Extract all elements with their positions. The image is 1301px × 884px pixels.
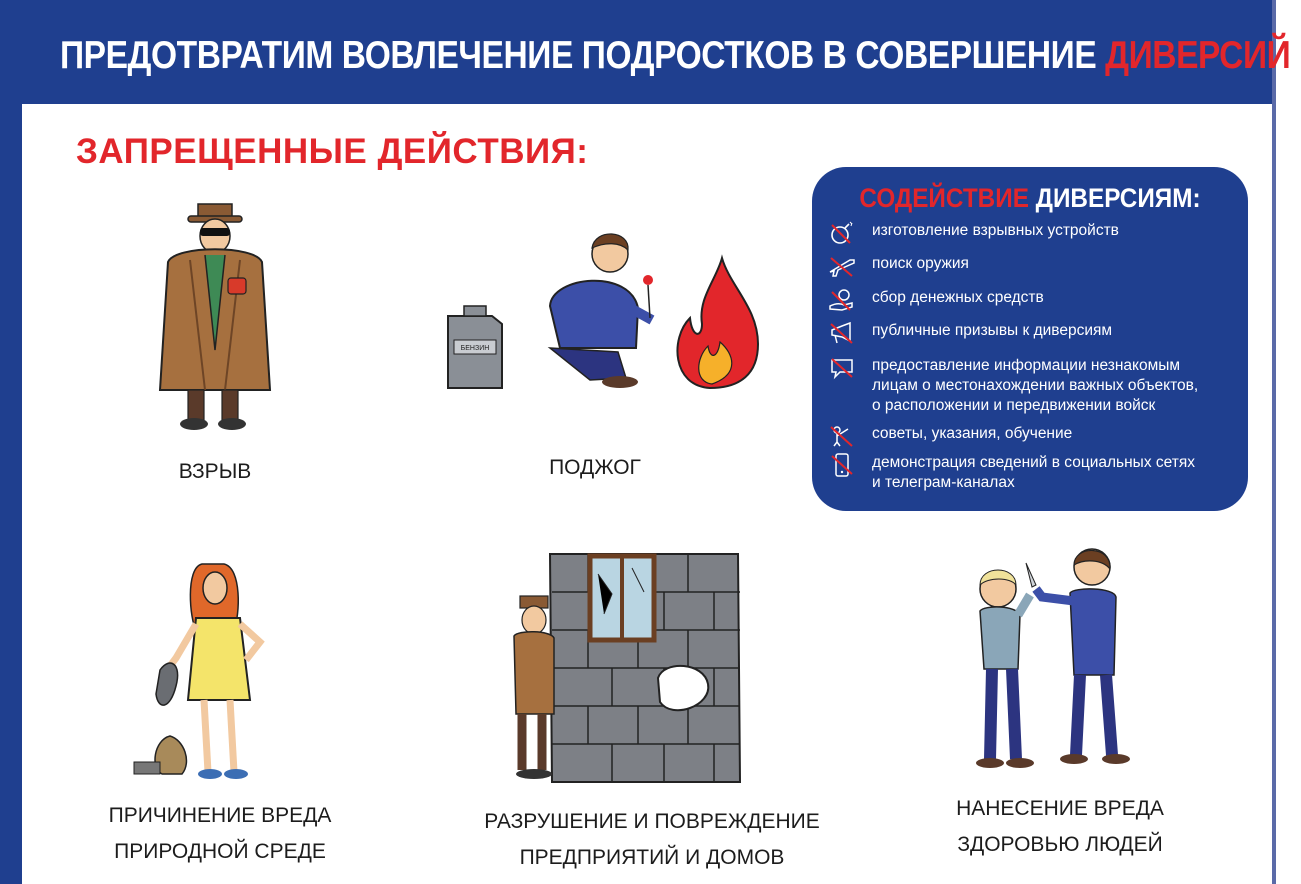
fuel-canister — [448, 306, 502, 388]
section-title: ЗАПРЕЩЕННЫЕ ДЕЙСТВИЯ: — [76, 132, 589, 171]
bomb-icon — [828, 221, 856, 245]
panel-item: сбор денежных средств — [828, 288, 1044, 312]
caption-arson: ПОДЖОГ — [549, 456, 641, 479]
megaphone-icon — [828, 321, 856, 345]
money-hand-icon — [828, 288, 856, 312]
arson-illustration — [440, 228, 770, 398]
spy-with-explosives-illustration — [150, 200, 280, 435]
littering-girl-illustration — [130, 560, 290, 785]
panel-item: предоставление информации незнакомым лицам о местонахождении важных объектов, о расположении и передвижении войск — [828, 356, 1198, 416]
panel-title: СОДЕЙСТВИЕ ДИВЕРСИЯМ: — [859, 183, 1201, 213]
panel-item: советы, указания, обучение — [828, 424, 1072, 448]
panel-item: поиск оружия — [828, 254, 969, 278]
fire-icon — [677, 258, 758, 388]
victim-boy — [976, 570, 1034, 768]
title-highlight: ДИВЕРСИЙ — [1105, 34, 1291, 77]
panel-item: публичные призывы к диверсиям — [828, 321, 1112, 345]
canister-label: БЕНЗИН — [460, 345, 490, 352]
page-title: ПРЕДОТВРАТИМ ВОВЛЕЧЕНИЕ ПОДРОСТКОВ В СОВЕРШЕНИЕ ДИВЕРСИЙ! — [60, 34, 1301, 77]
caption-destruction: РАЗРУШЕНИЕ И ПОВРЕЖДЕНИЕ ПРЕДПРИЯТИЙ И ДОМОВ — [484, 810, 820, 869]
rifle-icon — [828, 254, 856, 278]
caption-nature: ПРИЧИНЕНИЕ ВРЕДА ПРИРОДНОЙ СРЕДЕ — [108, 804, 332, 863]
info-panel — [812, 167, 1248, 511]
left-frame-bar — [0, 0, 22, 884]
assault-illustration — [970, 545, 1135, 775]
teaching-icon — [828, 424, 856, 448]
caption-harm: НАНЕСЕНИЕ ВРЕДА ЗДОРОВЬЮ ЛЮДЕЙ — [956, 797, 1164, 856]
right-frame-bar — [1272, 0, 1276, 884]
crouching-teen — [550, 234, 653, 388]
smartphone-icon — [828, 453, 856, 477]
damaged-building-illustration — [508, 544, 748, 786]
caption-explosion: ВЗРЫВ — [178, 460, 252, 483]
hiding-man — [514, 596, 554, 779]
attacker-teen — [1026, 549, 1130, 764]
panel-item: изготовление взрывных устройств — [828, 221, 1119, 245]
speech-bubble-icon — [828, 356, 856, 380]
panel-item: демонстрация сведений в социальных сетях и телеграм-каналах — [828, 453, 1195, 493]
header-banner — [22, 0, 1301, 104]
